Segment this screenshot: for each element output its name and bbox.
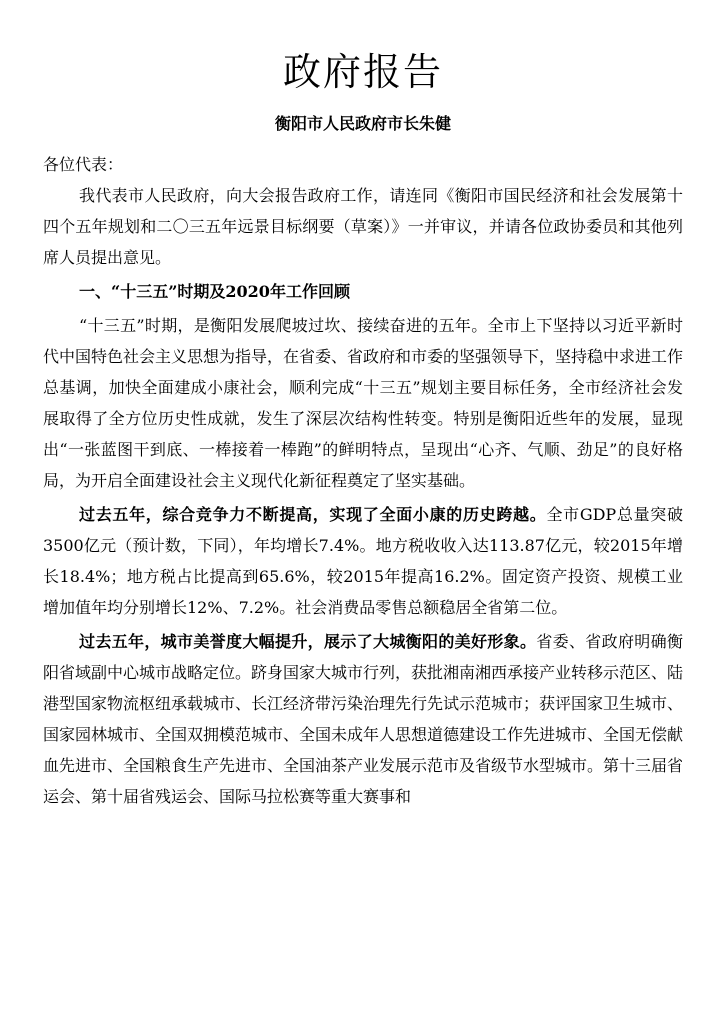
section-heading: 一、“十三五”时期及2020年工作回顾 [79,282,350,301]
document-subtitle: 衡阳市人民政府市长朱健 [274,114,451,133]
reputation-lead: 过去五年，城市美誉度大幅提升，展示了大城衡阳的美好形象。 [79,632,537,651]
document-title: 政府报告 [282,50,443,94]
competitiveness-body: 全市GDP总量突破3500亿元（预计数，下同），年均增长7.4%。地方税收收入达113.87亿元，较2015年增长18.4%；地方税占比提高到65.6%，较2015年提高16.2%。固定资产投资、规模工业增加值年均分别增长12%、7.2%。社会消费品零售总额稳居全省第二位。 [43,505,683,617]
reputation-body: 省委、省政府明确衡阳省域副中心城市战略定位。跻身国家大城市行列，获批湘南湘西承接产业转移示范区、陆港型国家物流枢纽承载城市、长江经济带污染治理先行先试示范城市；获评国家卫生城市、国家园林城市、全国双拥模范城市、全国未成年人思想道德建设工作先进城市、全国无偿献血先进市、全国粮食生产先进市、全国油茶产业发展示范市及省级节水型城市。第十三届省运会、第十届省残运会、国际马拉松赛等重大赛事和 [43,632,684,806]
reputation-paragraph [43,626,683,812]
document-page [43,44,683,812]
intro-paragraph: 我代表市人民政府，向大会报告政府工作，请连同《衡阳市国民经济和社会发展第十四个五年规划和二〇三五年远景目标纲要（草案）》一并审议，并请各位政协委员和其他列席人员提出意见。 [43,186,683,267]
competitiveness-paragraph [43,499,683,623]
review-paragraph: “十三五”时期，是衡阳发展爬坡过坎、接续奋进的五年。全市上下坚持以习近平新时代中国特色社会主义思想为指导，在省委、省政府和市委的坚强领导下，坚持稳中求进工作总基调，加快全面建成小康社会，顺利完成“十三五”规划主要目标任务，全市经济社会发展取得了全方位历史性成就，发生了深层次结构性转变。特别是衡阳近些年的发展，显现出“一张蓝图干到底、一棒接着一棒跑”的鲜明特点，呈现出“心齐、气顺、劲足”的良好格局，为开启全面建设社会主义现代化新征程奠定了坚实基础。 [43,316,684,490]
salutation: 各位代表： [43,155,124,174]
competitiveness-lead: 过去五年，综合竞争力不断提高，实现了全面小康的历史跨越。 [79,505,547,524]
